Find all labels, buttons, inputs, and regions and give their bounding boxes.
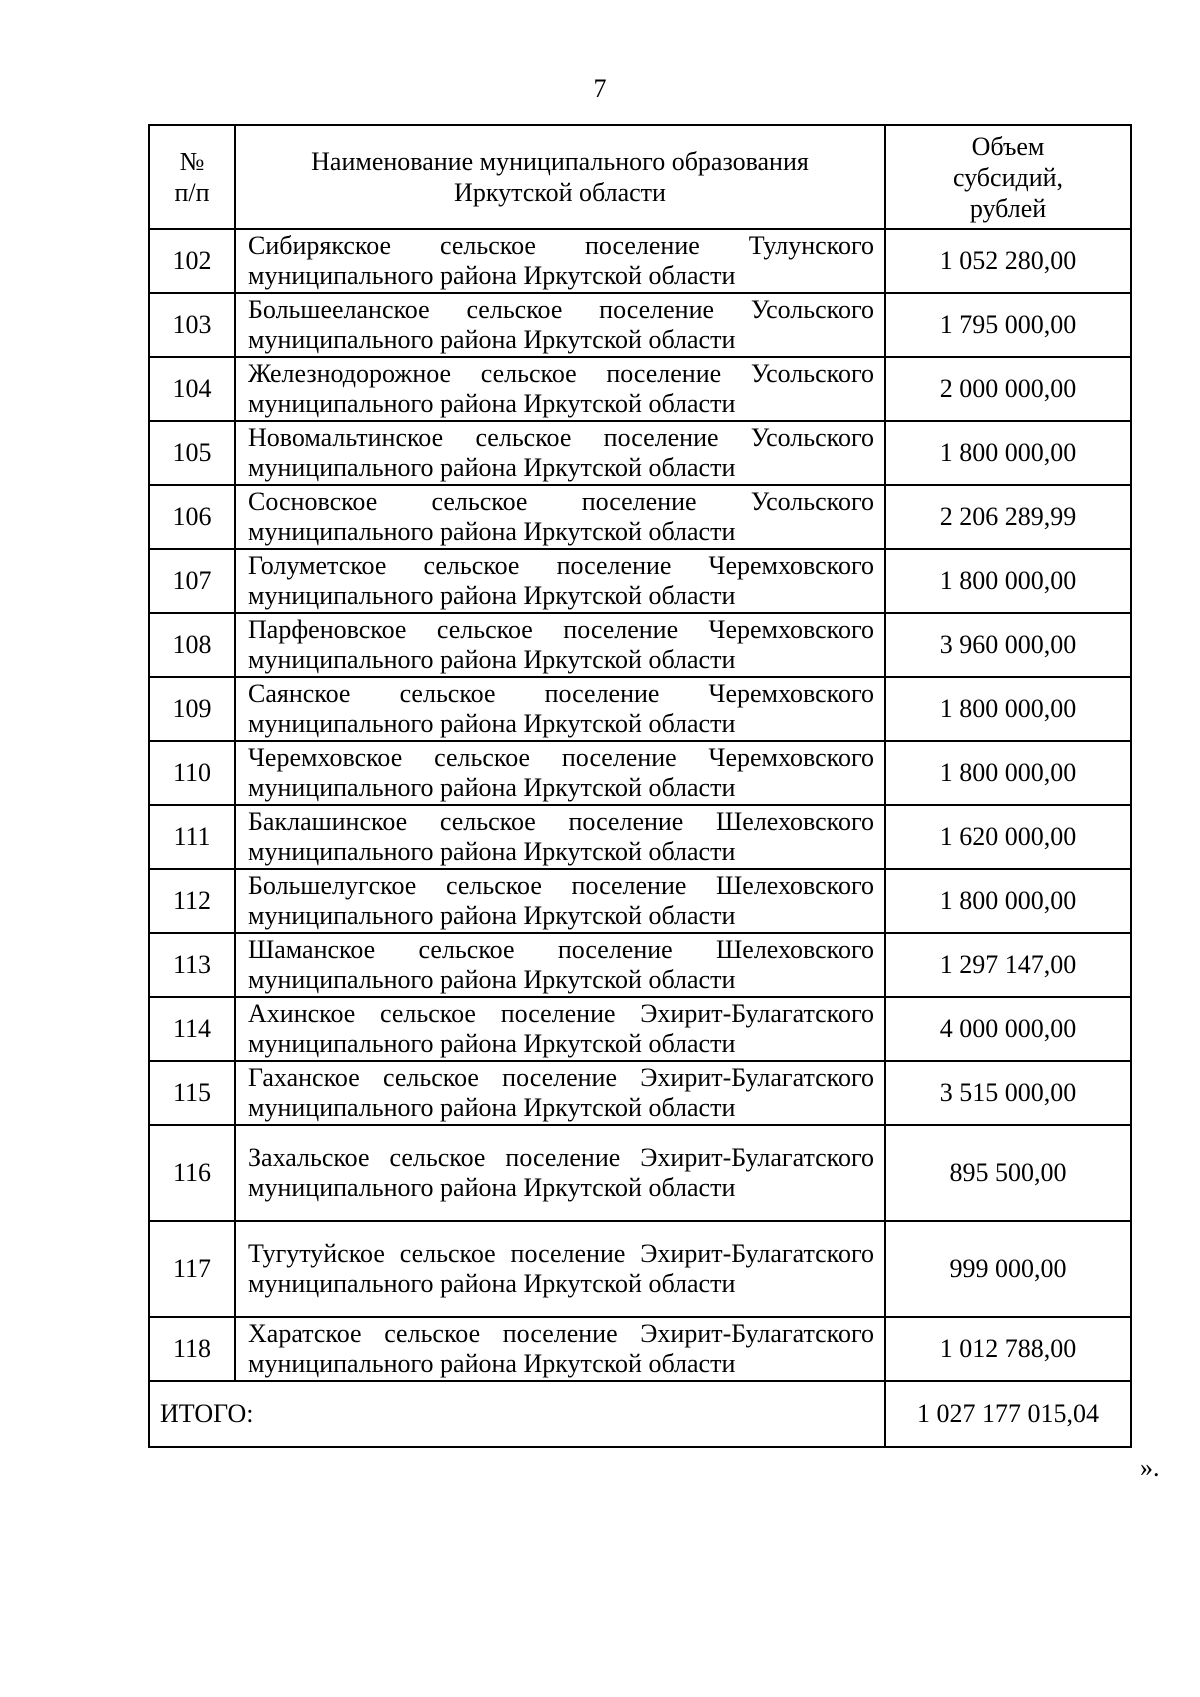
municipality-name: Шаманское сельское поселение Шелеховского муниципального района Иркутской области [235, 933, 885, 997]
subsidy-amount: 1 795 000,00 [885, 293, 1131, 357]
row-number: 104 [149, 357, 235, 421]
subsidy-amount: 895 500,00 [885, 1125, 1131, 1221]
subsidy-amount: 1 800 000,00 [885, 869, 1131, 933]
municipality-name: Черемховское сельское поселение Черемховского муниципального района Иркутской области [235, 741, 885, 805]
municipality-name: Большелугское сельское поселение Шелеховского муниципального района Иркутской области [235, 869, 885, 933]
row-number: 111 [149, 805, 235, 869]
municipality-name: Харатское сельское поселение Эхирит-Булагатского муниципального района Иркутской области [235, 1317, 885, 1381]
subsidy-amount: 1 800 000,00 [885, 549, 1131, 613]
table-row [149, 933, 1131, 997]
municipality-name: Голуметское сельское поселение Черемховского муниципального района Иркутской области [235, 549, 885, 613]
subsidy-amount: 1 800 000,00 [885, 741, 1131, 805]
row-number: 118 [149, 1317, 235, 1381]
table-row [149, 357, 1131, 421]
row-number: 102 [149, 229, 235, 293]
subsidy-amount: 1 052 280,00 [885, 229, 1131, 293]
row-number: 108 [149, 613, 235, 677]
municipality-name: Железнодорожное сельское поселение Усольского муниципального района Иркутской области [235, 357, 885, 421]
subsidy-amount: 2 206 289,99 [885, 485, 1131, 549]
row-number: 117 [149, 1221, 235, 1317]
subsidy-amount: 3 515 000,00 [885, 1061, 1131, 1125]
row-number: 112 [149, 869, 235, 933]
subsidy-amount: 1 620 000,00 [885, 805, 1131, 869]
table-row [149, 229, 1131, 293]
table-row [149, 421, 1131, 485]
municipality-name: Большееланское сельское поселение Усольского муниципального района Иркутской области [235, 293, 885, 357]
header-name: Наименование муниципального образования Иркутской области [235, 125, 885, 229]
row-number: 106 [149, 485, 235, 549]
row-number: 103 [149, 293, 235, 357]
table-row [149, 549, 1131, 613]
subsidy-amount: 1 012 788,00 [885, 1317, 1131, 1381]
table-row [149, 485, 1131, 549]
row-number: 114 [149, 997, 235, 1061]
subsidy-amount: 4 000 000,00 [885, 997, 1131, 1061]
municipality-name: Гаханское сельское поселение Эхирит-Булагатского муниципального района Иркутской области [235, 1061, 885, 1125]
header-amount: Объем субсидий, рублей [885, 125, 1131, 229]
row-number: 105 [149, 421, 235, 485]
table-header-row [149, 125, 1131, 229]
municipality-name: Сосновское сельское поселение Усольского муниципального района Иркутской области [235, 485, 885, 549]
table-row [149, 997, 1131, 1061]
page-number: 7 [593, 74, 607, 103]
municipality-name: Захальское сельское поселение Эхирит-Булагатского муниципального района Иркутской области [235, 1125, 885, 1221]
table-row [149, 1125, 1131, 1221]
subsidy-amount: 1 800 000,00 [885, 421, 1131, 485]
municipality-name: Тугутуйское сельское поселение Эхирит-Булагатского муниципального района Иркутской области [235, 1221, 885, 1317]
municipality-name: Ахинское сельское поселение Эхирит-Булагатского муниципального района Иркутской области [235, 997, 885, 1061]
table-row [149, 1061, 1131, 1125]
municipality-name: Баклашинское сельское поселение Шелеховского муниципального района Иркутской области [235, 805, 885, 869]
table-row [149, 805, 1131, 869]
municipality-name: Новомальтинское сельское поселение Усольского муниципального района Иркутской области [235, 421, 885, 485]
total-label: ИТОГО: [149, 1381, 885, 1447]
row-number: 107 [149, 549, 235, 613]
row-number: 110 [149, 741, 235, 805]
subsidy-amount: 2 000 000,00 [885, 357, 1131, 421]
table-row [149, 293, 1131, 357]
subsidy-amount: 1 800 000,00 [885, 677, 1131, 741]
row-number: 115 [149, 1061, 235, 1125]
table-row [149, 741, 1131, 805]
row-number: 116 [149, 1125, 235, 1221]
total-row [149, 1381, 1131, 1447]
table-row [149, 1221, 1131, 1317]
subsidy-table [148, 124, 1132, 1448]
municipality-name: Саянское сельское поселение Черемховского муниципального района Иркутской области [235, 677, 885, 741]
table-row [149, 869, 1131, 933]
table-row [149, 677, 1131, 741]
municipality-name: Парфеновское сельское поселение Черемховского муниципального района Иркутской области [235, 613, 885, 677]
table-row [149, 613, 1131, 677]
municipality-name: Сибирякское сельское поселение Тулунского муниципального района Иркутской области [235, 229, 885, 293]
subsidy-amount: 999 000,00 [885, 1221, 1131, 1317]
table-row [149, 1317, 1131, 1381]
header-number: № п/п [149, 125, 235, 229]
subsidy-amount: 3 960 000,00 [885, 613, 1131, 677]
closing-quote-mark: ». [1140, 1453, 1160, 1482]
row-number: 113 [149, 933, 235, 997]
subsidy-amount: 1 297 147,00 [885, 933, 1131, 997]
row-number: 109 [149, 677, 235, 741]
total-amount: 1 027 177 015,04 [885, 1381, 1131, 1447]
